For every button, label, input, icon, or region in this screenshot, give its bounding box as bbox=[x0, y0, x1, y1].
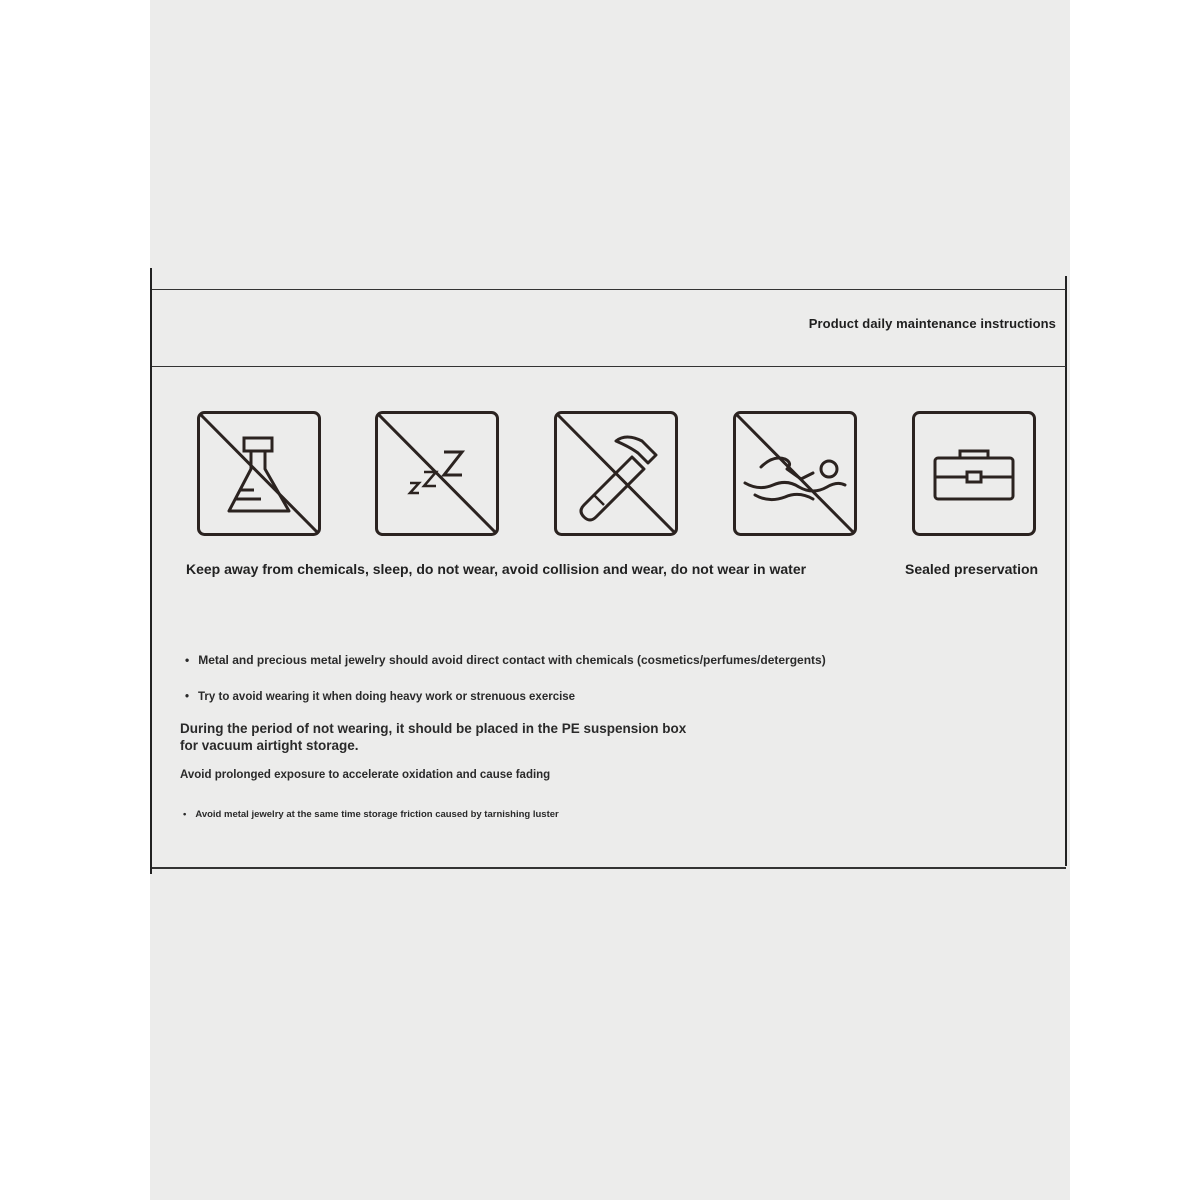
sleep-zzz-prohibited-icon bbox=[375, 411, 499, 536]
instruction-card bbox=[150, 0, 1070, 1200]
note-storage-line2: for vacuum airtight storage. bbox=[180, 738, 359, 753]
note-friction-text: Avoid metal jewelry at the same time storage friction caused by tarnishing luster bbox=[195, 809, 559, 820]
note-exposure: Avoid prolonged exposure to accelerate oxidation and cause fading bbox=[180, 769, 551, 781]
note-storage-line1: During the period of not wearing, it should be placed in the PE suspension box bbox=[180, 721, 687, 736]
bullet-dot: • bbox=[185, 653, 190, 667]
page-title: Product daily maintenance instructions bbox=[808, 316, 1056, 331]
hammer-collision-prohibited-icon bbox=[554, 411, 678, 536]
header-top-rule bbox=[152, 289, 1066, 290]
footer-rule bbox=[152, 867, 1066, 869]
chemical-flask-prohibited-icon bbox=[197, 411, 321, 536]
note-chemicals bbox=[185, 653, 826, 667]
bullet-dot: • bbox=[185, 691, 190, 703]
sealed-box-icon bbox=[912, 411, 1036, 536]
sealed-caption: Sealed preservation bbox=[905, 561, 1039, 577]
note-heavy-work-text: Try to avoid wearing it when doing heavy work or strenuous exercise bbox=[198, 691, 576, 703]
bullet-dot: • bbox=[183, 809, 187, 820]
frame-left-border bbox=[150, 268, 152, 874]
note-heavy-work bbox=[185, 691, 575, 703]
prohibited-caption: Keep away from chemicals, sleep, do not wear, avoid collision and wear, do not wear in water bbox=[186, 561, 807, 577]
note-friction bbox=[183, 809, 559, 820]
frame-right-border bbox=[1065, 276, 1067, 866]
swimming-prohibited-icon bbox=[733, 411, 857, 536]
header-bottom-rule bbox=[152, 366, 1066, 367]
note-chemicals-text: Metal and precious metal jewelry should avoid direct contact with chemicals (cosmetics/perfumes/detergents) bbox=[198, 653, 826, 667]
